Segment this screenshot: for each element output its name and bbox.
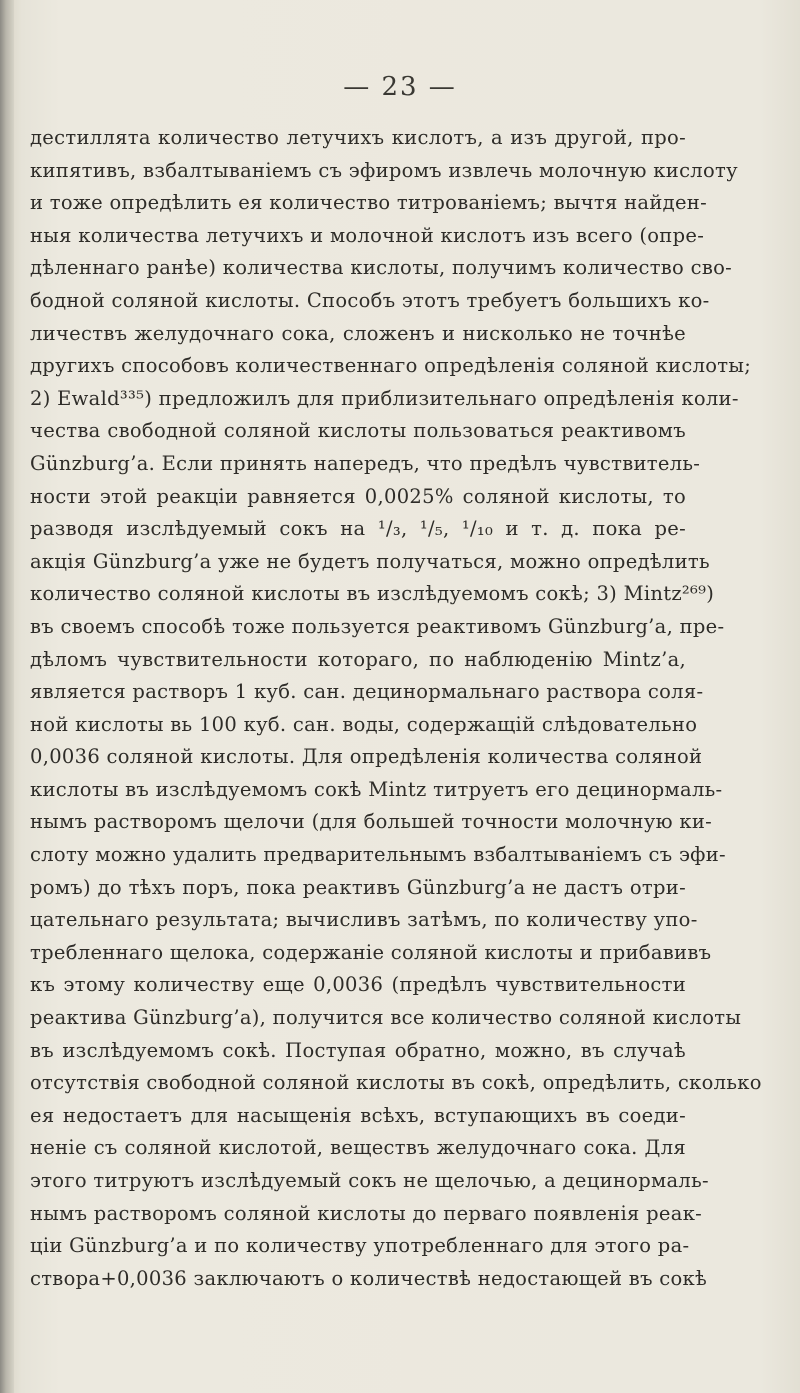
text-line: чества свободной соляной кислоты пользоваться реактивомъ: [30, 419, 686, 443]
text-line: въ изслѣдуемомъ сокѣ. Поступая обратно, можно, въ случаѣ: [30, 1038, 686, 1062]
text-line: является растворъ 1 куб. сан. децинормальнаго раствора соля-: [30, 680, 704, 704]
text-line: ея недостаетъ для насыщенія всѣхъ, вступающихъ въ соеди-: [30, 1103, 686, 1127]
text-line: створа+0,0036 заключаютъ о количествѣ недостающей въ сокѣ: [30, 1266, 708, 1290]
text-line: другихъ способовъ количественнаго опредѣленія соляной кислоты;: [30, 354, 752, 378]
text-line: акція Günzburg’а уже не будетъ получаться, можно опредѣлить: [30, 549, 710, 573]
page-number: — 23 —: [343, 72, 457, 102]
text-line: дестиллята количество летучихъ кислотъ, а изъ другой, про-: [30, 126, 686, 149]
text-line: нымъ растворомъ щелочи (для большей точности молочную ки-: [30, 810, 713, 834]
text-line: ности этой реакціи равняется 0,0025% соляной кислоты, то: [30, 484, 686, 508]
text-line: разводя изслѣдуемый сокъ на ¹/₃, ¹/₅, ¹/₁₀ и т. д. пока ре-: [30, 517, 686, 541]
text-line: въ своемъ способѣ тоже пользуется реактивомъ Günzburg’а, пре-: [30, 614, 725, 638]
page-binding-edge: [0, 0, 14, 1393]
text-line: нымъ растворомъ соляной кислоты до перваго появленія реак-: [30, 1201, 703, 1225]
text-line: этого титруютъ изслѣдуемый сокъ не щелочью, а децинормаль-: [30, 1169, 709, 1192]
text-line: ной кислоты вь 100 куб. сан. воды, содержащій слѣдовательно: [30, 712, 698, 736]
text-line: отсутствія свободной соляной кислоты въ сокѣ, опредѣлить, сколько: [30, 1071, 762, 1095]
text-line: Günzburg’а. Если принять напередъ, что предѣлъ чувствитель-: [30, 451, 701, 475]
text-line: кипятивъ, взбалтываніемъ съ эфиромъ извлечь молочную кислоту: [30, 158, 738, 182]
text-line: ныя количества летучихъ и молочной кислотъ изъ всего (опре-: [30, 223, 705, 247]
text-line: ціи Günzburg’а и по количеству употребленнаго для этого ра-: [30, 1234, 690, 1258]
text-line: 0,0036 соляной кислоты. Для опредѣленія количества соляной: [30, 745, 703, 769]
text-line: реактива Günzburg’а), получится все количество соляной кислоты: [30, 1006, 742, 1030]
text-line: ромъ) до тѣхъ поръ, пока реактивъ Günzburg’а не дастъ отри-: [30, 875, 686, 899]
text-line: къ этому количеству еще 0,0036 (предѣлъ чувствительности: [30, 973, 686, 997]
text-line: бодной соляной кислоты. Способъ этотъ требуетъ большихъ ко-: [30, 288, 710, 312]
text-line: требленнаго щелока, содержаніе соляной кислоты и прибавивъ: [30, 940, 712, 964]
text-line: личествъ желудочнаго сока, сложенъ и нисколько не точнѣе: [30, 321, 686, 345]
text-line: 2) Ewald³³⁵) предложилъ для приблизительнаго опредѣленія коли-: [30, 386, 739, 410]
text-line: неніе съ соляной кислотой, веществъ желудочнаго сока. Для: [30, 1136, 686, 1160]
text-line: дѣломъ чувствительности котораго, по наблюденію Mintz’а,: [30, 647, 686, 671]
text-line: цательнаго результата; вычисливъ затѣмъ, по количеству упо-: [30, 908, 698, 932]
text-line: дѣленнаго ранѣе) количества кислоты, получимъ количество сво-: [30, 256, 733, 280]
text-line: количество соляной кислоты въ изслѣдуемомъ сокѣ; 3) Mintz²⁶⁹): [30, 582, 715, 606]
text-line: кислоты въ изслѣдуемомъ сокѣ Mintz титруетъ его децинормаль-: [30, 777, 723, 801]
body-text: [30, 122, 762, 1295]
text-line: слоту можно удалить предварительнымъ взбалтываніемъ съ эфи-: [30, 843, 726, 867]
text-line: и тоже опредѣлить ея количество титрованіемъ; вычтя найден-: [30, 191, 707, 215]
